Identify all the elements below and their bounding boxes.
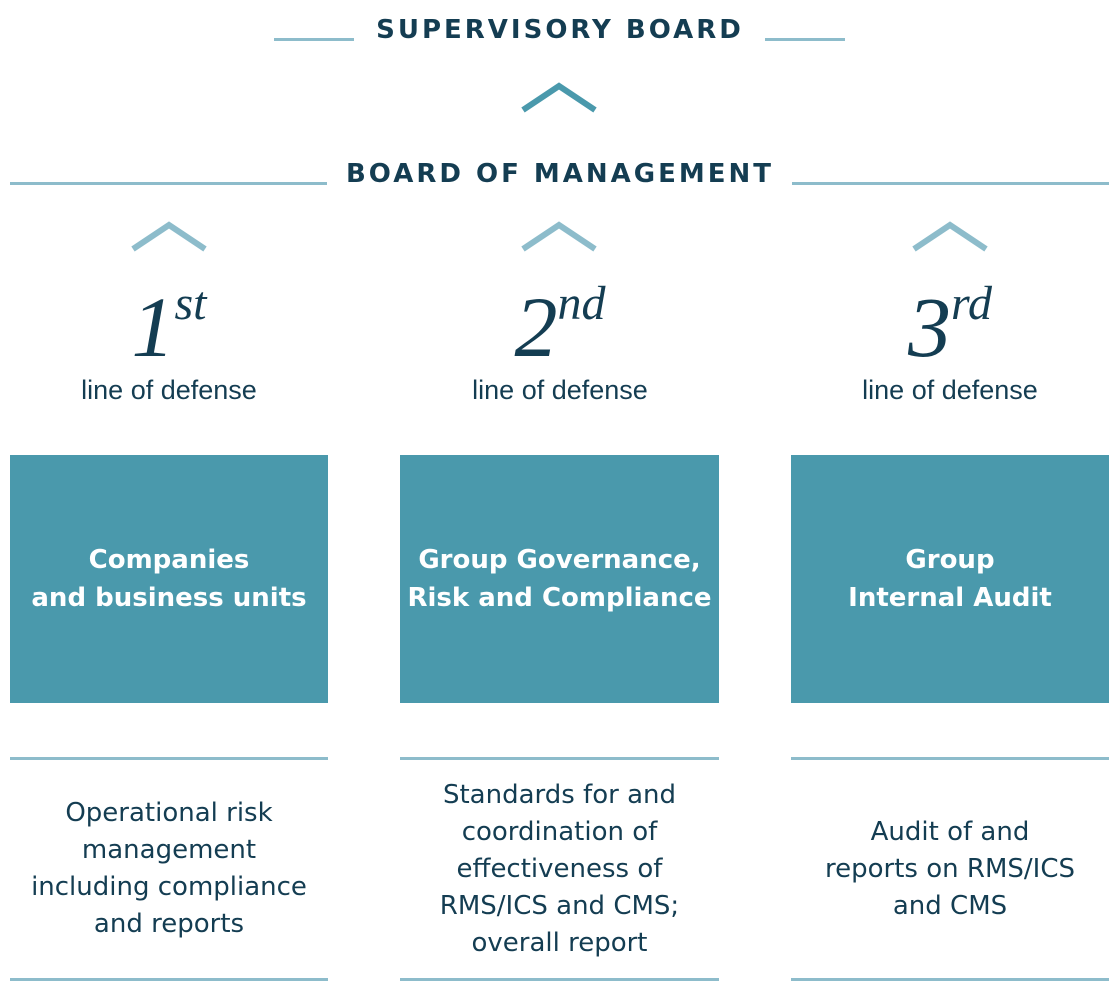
line-3-desc-text: reports on RMS/ICS bbox=[825, 853, 1075, 884]
line-2-description bbox=[400, 760, 719, 978]
chevron-up-icon bbox=[520, 221, 598, 253]
line-2-desc-text: overall report bbox=[471, 927, 648, 958]
board-of-management-rule-right bbox=[792, 182, 1109, 185]
line-1-label: line of defense bbox=[81, 375, 257, 405]
supervisory-board-rule-right bbox=[765, 38, 845, 41]
chevron-up-icon bbox=[520, 82, 598, 114]
line-1-desc-text: including compliance bbox=[31, 872, 307, 902]
line-3-box-text: Internal Audit bbox=[848, 583, 1052, 613]
line-1-desc-text: Operational risk bbox=[65, 798, 273, 828]
line-1-box bbox=[10, 455, 328, 703]
supervisory-board-title: SUPERVISORY BOARD bbox=[376, 15, 744, 45]
line-3-description bbox=[791, 760, 1109, 978]
board-of-management-title: BOARD OF MANAGEMENT bbox=[345, 159, 775, 189]
chevron-up-icon bbox=[130, 221, 208, 253]
line-1-desc-bottom-rule bbox=[10, 978, 328, 981]
line-3-desc-bottom-rule bbox=[791, 978, 1109, 981]
line-2-desc-text: effectiveness of bbox=[456, 853, 663, 884]
line-2-label: line of defense bbox=[472, 375, 648, 405]
line-3-number: 3 bbox=[908, 279, 952, 375]
line-2-suffix: nd bbox=[557, 277, 606, 330]
line-3-box bbox=[791, 455, 1109, 703]
line-2-box bbox=[400, 455, 719, 703]
line-3-ordinal bbox=[790, 277, 1110, 375]
line-2-desc-bottom-rule bbox=[400, 978, 719, 981]
line-1-desc-text: management bbox=[81, 835, 257, 865]
line-3-suffix: rd bbox=[951, 277, 992, 330]
line-3-box-text: Group bbox=[905, 545, 995, 575]
line-1-suffix: st bbox=[174, 277, 207, 330]
line-1-box-text: Companies bbox=[88, 545, 250, 575]
line-2-box-text: Group Governance, bbox=[418, 545, 701, 575]
line-2-desc-text: RMS/ICS and CMS; bbox=[439, 890, 680, 921]
line-3-desc-text: and CMS bbox=[892, 890, 1008, 921]
chevron-up-icon bbox=[911, 221, 989, 253]
line-2-box-text: Risk and Compliance bbox=[407, 583, 712, 613]
line-2-number: 2 bbox=[514, 279, 558, 375]
line-2-ordinal bbox=[400, 277, 720, 375]
line-1-desc-text: and reports bbox=[93, 909, 245, 939]
line-3-desc-text: Audit of and bbox=[870, 816, 1030, 847]
line-3-label: line of defense bbox=[862, 375, 1038, 405]
line-2-desc-text: coordination of bbox=[461, 816, 658, 847]
line-1-ordinal bbox=[9, 277, 329, 375]
line-2-desc-text: Standards for and bbox=[442, 779, 676, 810]
line-1-number: 1 bbox=[131, 279, 175, 375]
line-1-box-text: and business units bbox=[31, 583, 307, 613]
line-1-description bbox=[10, 760, 328, 978]
